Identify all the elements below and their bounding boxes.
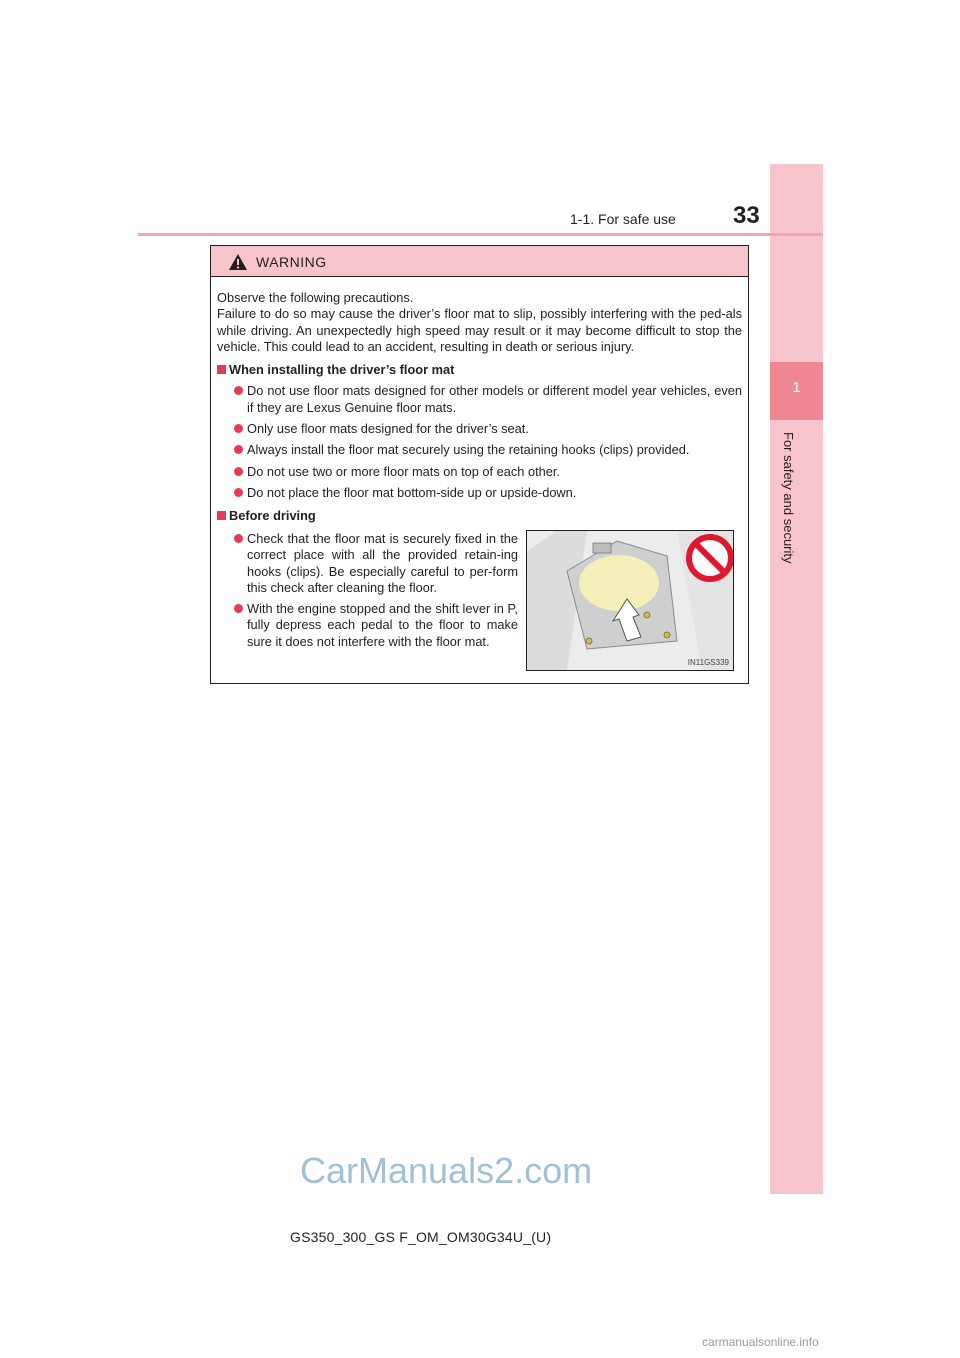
square-bullet-icon: [217, 365, 226, 374]
floor-mat-illustration: [526, 530, 734, 671]
section-heading-installing: When installing the driver’s floor mat: [217, 362, 742, 378]
side-strip: [770, 164, 823, 1194]
figure-code: IN11GS339: [687, 658, 729, 667]
intro-line-2: Failure to do so may cause the driver’s floor mat to slip, possibly interfering with the ped-als while driving. An unexpectedly high speed may result or it may become difficult to stop the vehicle. This could lead to an accident, resulting in death or serious injury.: [217, 306, 742, 354]
bullet-dot-icon: [234, 424, 243, 433]
warning-box: [210, 245, 749, 684]
warning-triangle-icon: [228, 253, 248, 271]
bullet-dot-icon: [234, 534, 243, 543]
intro-line-1: Observe the following precautions.: [217, 290, 414, 305]
chapter-tab[interactable]: [770, 362, 823, 420]
header-rule: [138, 233, 823, 236]
chapter-label-container: [776, 432, 816, 592]
bullet-dot-icon: [234, 445, 243, 454]
list-item: Do not use floor mats designed for other models or different model year vehicles, even if they are Lexus Genuine floor mats.: [217, 383, 742, 416]
list-item: Only use floor mats designed for the driver’s seat.: [217, 421, 742, 437]
watermark[interactable]: CarManuals2.com: [300, 1150, 593, 1191]
list-item: Do not place the floor mat bottom-side up or upside-down.: [217, 485, 742, 501]
square-bullet-icon: [217, 511, 226, 520]
chapter-label: For safety and security: [781, 432, 796, 564]
chapter-number: 1: [792, 379, 801, 396]
warning-title: WARNING: [256, 254, 327, 270]
warning-body: [211, 277, 748, 525]
footer-doc-id: GS350_300_GS F_OM_OM30G34U_(U): [290, 1229, 552, 1245]
page-number: 33: [733, 202, 760, 229]
list-item: Check that the floor mat is securely fixed in the correct place with all the provided retain-ing hooks (clips). Be especially careful to per-form this check after cleaning the floor.: [217, 531, 518, 596]
list-item: With the engine stopped and the shift lever in P, fully depress each pedal to the floor to make sure it does not interfere with the floor mat.: [217, 601, 518, 650]
bullet-dot-icon: [234, 467, 243, 476]
bullet-dot-icon: [234, 604, 243, 613]
list-item: Always install the floor mat securely using the retaining hooks (clips) provided.: [217, 442, 742, 458]
bullet-dot-icon: [234, 386, 243, 395]
floor-mat-drawing: [527, 531, 733, 670]
list-item: Do not use two or more floor mats on top of each other.: [217, 464, 742, 480]
warning-header: [211, 246, 748, 277]
section-heading-before-driving: Before driving: [217, 508, 742, 524]
section-title: 1-1. For safe use: [570, 211, 676, 227]
watermark-secondary[interactable]: carmanualsonline.info: [702, 1335, 819, 1349]
before-driving-list: [217, 531, 518, 650]
bullet-dot-icon: [234, 488, 243, 497]
